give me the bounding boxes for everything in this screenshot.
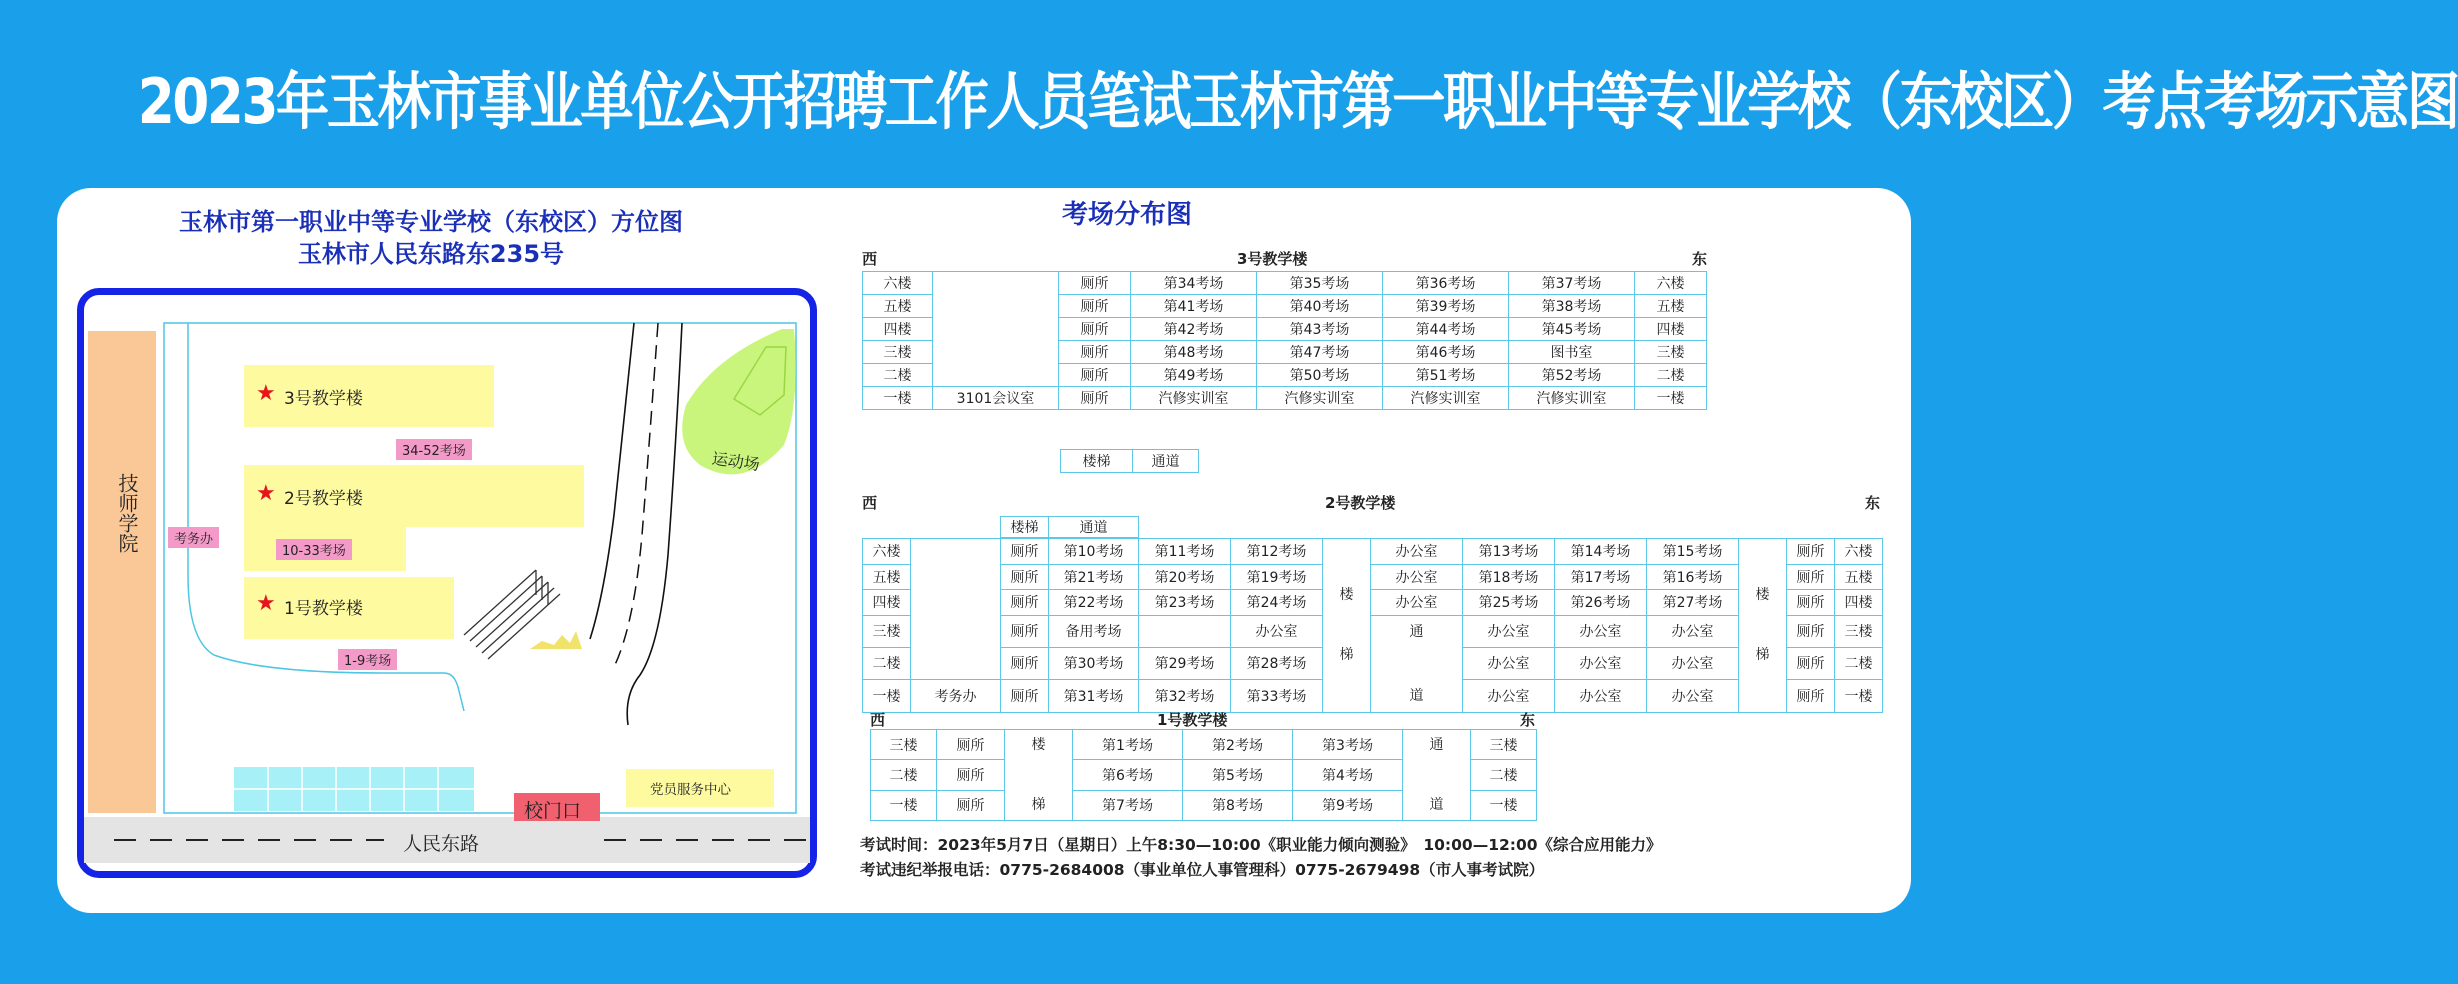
b2-cell: 办公室 [1371,539,1463,565]
playground-label: 运动场 [710,448,761,475]
b1-cell: 第4考场 [1293,760,1403,790]
b2-cell: 厕所 [1001,615,1049,647]
b1-stair-col: 楼 梯 [1005,730,1073,821]
b2-cell: 办公室 [1463,647,1555,679]
b2-cell: 二楼 [1835,647,1883,679]
b3-cell: 第36考场 [1383,272,1509,295]
b2-cell: 六楼 [1835,539,1883,565]
b2-cell: 第33考场 [1231,680,1323,712]
b2-cell: 四楼 [1835,590,1883,616]
school-gate-label: 校门口 [524,800,582,822]
building3-stairs-table [1060,449,1199,473]
b2-cell: 厕所 [1001,539,1049,565]
b3-cell: 厕所 [1059,387,1131,410]
b3-cell: 一楼 [1635,387,1707,410]
b1-cell: 第7考场 [1073,790,1183,820]
b2-cell: 六楼 [863,539,911,565]
location-map-title [117,206,745,270]
b3-cell: 第52考场 [1509,364,1635,387]
building1-table [870,729,1537,821]
b3-blank-cell [933,272,1059,387]
b3-cell: 第44考场 [1383,318,1509,341]
b1-cell: 一楼 [871,790,937,820]
b2-cell: 办公室 [1371,564,1463,590]
b3-cell: 汽修实训室 [1383,387,1509,410]
b2-cell: 三楼 [1835,615,1883,647]
b1-row [871,730,1537,760]
b3-cell: 五楼 [863,295,933,318]
b1-cell: 一楼 [1471,790,1537,820]
b1-cell: 三楼 [1471,730,1537,760]
b2-cell: 厕所 [1787,564,1835,590]
b3-cell: 第43考场 [1257,318,1383,341]
b3-cell: 六楼 [863,272,933,295]
b2-cell: 第27考场 [1647,590,1739,616]
b2-empty-cell [1139,615,1231,647]
b1-cell: 第3考场 [1293,730,1403,760]
b2-cell: 三楼 [863,615,911,647]
b3-cell: 汽修实训室 [1257,387,1383,410]
b2-cell: 一楼 [1835,680,1883,712]
b2-cell: 厕所 [1787,615,1835,647]
b3-cell: 第45考场 [1509,318,1635,341]
b2-cell: 办公室 [1555,647,1647,679]
b2-cell: 第16考场 [1647,564,1739,590]
b2-cell: 第26考场 [1555,590,1647,616]
b2-cell: 厕所 [1787,680,1835,712]
b2-row [863,564,1883,590]
building3-star-icon: ★ [256,381,276,406]
b2-cell: 办公室 [1463,680,1555,712]
party-center-label: 党员服务中心 [650,782,731,798]
b3-row [863,387,1707,410]
b3-cell: 四楼 [863,318,933,341]
b2-cell: 第25考场 [1463,590,1555,616]
b2-cell: 办公室 [1647,615,1739,647]
b2-cell: 第11考场 [1139,539,1231,565]
building1-range-tag: 1-9考场 [338,649,397,670]
building1-label: 1号教学楼 [284,599,363,619]
b2-cell: 第14考场 [1555,539,1647,565]
b3-stairs-cell: 楼梯 [1061,450,1133,473]
b1-west-label: 西 [870,711,886,729]
b2-cell: 第19考场 [1231,564,1323,590]
building2-label: 2号教学楼 [284,489,363,509]
b2-cell: 第17考场 [1555,564,1647,590]
page-title: 2023年玉林市事业单位公开招聘工作人员笔试玉林市第一职业中等专业学校（东校区）考点考场示意图 [137,65,2458,138]
b1-cell: 三楼 [871,730,937,760]
b3-cell: 第49考场 [1131,364,1257,387]
b2-cell: 第23考场 [1139,590,1231,616]
b2-cell: 办公室 [1463,615,1555,647]
b2-cell: 办公室 [1647,680,1739,712]
b1-cell: 厕所 [937,730,1005,760]
small-yellow-hill [530,631,582,649]
building2-star-icon: ★ [256,481,276,506]
b2-cell: 第15考场 [1647,539,1739,565]
b2-cell: 考务办 [911,680,1001,712]
b3-cell: 厕所 [1059,295,1131,318]
curved-road-center-line [614,323,658,667]
b3-cell: 第48考场 [1131,341,1257,364]
b2-cell: 第28考场 [1231,647,1323,679]
location-map-address: 玉林市人民东路东235号 [297,240,565,268]
b2-cell: 厕所 [1787,539,1835,565]
b2-cell: 办公室 [1647,647,1739,679]
b2-cell: 厕所 [1787,590,1835,616]
b2-stair-col-right: 楼 梯 [1739,539,1787,713]
exam-time-note: 考试时间：2023年5月7日（星期日）上午8:30—10:00《职业能力倾向测验》 10:00—12:00《综合应用能力》 [860,836,1662,854]
road-label: 人民东路 [391,829,491,856]
b3-cell: 图书室 [1509,341,1635,364]
b1-cell: 第6考场 [1073,760,1183,790]
b2-cell: 厕所 [1001,647,1049,679]
b3-cell: 汽修实训室 [1131,387,1257,410]
b2-row [863,590,1883,616]
b2-top-passage: 通道 [1049,517,1139,538]
b1-cell: 第2考场 [1183,730,1293,760]
b3-west-label: 西 [862,250,878,268]
b3-cell: 厕所 [1059,272,1131,295]
building3-label: 3号教学楼 [284,389,363,409]
b1-cell: 厕所 [937,760,1005,790]
b2-blank-cell [911,539,1001,680]
b1-cell: 二楼 [871,760,937,790]
location-map-heading: 玉林市第一职业中等专业学校（东校区）方位图 [179,208,683,236]
b3-cell: 四楼 [1635,318,1707,341]
building3-range-tag: 34-52考场 [396,439,472,460]
building2-table [862,538,1883,713]
b3-cell: 第38考场 [1509,295,1635,318]
b2-cell: 第31考场 [1049,680,1139,712]
b1-cell: 第8考场 [1183,790,1293,820]
b2-cell: 第12考场 [1231,539,1323,565]
b2-cell: 办公室 [1371,590,1463,616]
building2-top-table [1000,516,1139,538]
b2-row [863,615,1883,647]
b2-west-label: 西 [862,494,878,512]
location-map [77,288,817,878]
exam-office-tag: 考务办 [168,527,219,548]
seat-map-title: 考场分布图 [1061,200,1192,230]
b2-passage-col: 通 道 [1371,615,1463,712]
b3-cell: 第47考场 [1257,341,1383,364]
technician-college-label: 技师学院 [115,473,139,553]
report-phone-note: 考试违纪举报电话：0775-2684008（事业单位人事管理科）0775-2679498（市人事考试院） [860,861,1545,879]
b3-cell: 汽修实训室 [1509,387,1635,410]
curved-road-left-edge [590,323,634,639]
b3-passage-cell: 通道 [1133,450,1199,473]
b2-cell: 厕所 [1001,680,1049,712]
b2-cell: 第21考场 [1049,564,1139,590]
b3-cell: 第50考场 [1257,364,1383,387]
b1-name: 1号教学楼 [1157,711,1228,729]
b2-cell: 第32考场 [1139,680,1231,712]
b2-cell: 第22考场 [1049,590,1139,616]
building1-star-icon: ★ [256,591,276,616]
b3-cell: 第40考场 [1257,295,1383,318]
b3-cell: 第42考场 [1131,318,1257,341]
b3-row [863,272,1707,295]
b2-cell: 厕所 [1001,564,1049,590]
b3-east-label: 东 [1692,250,1708,268]
b2-cell: 五楼 [1835,564,1883,590]
b3-cell: 六楼 [1635,272,1707,295]
b1-cell: 二楼 [1471,760,1537,790]
b3-cell: 第46考场 [1383,341,1509,364]
b2-stair-col: 楼 梯 [1323,539,1371,713]
b2-cell: 第30考场 [1049,647,1139,679]
b3-cell: 一楼 [863,387,933,410]
b2-cell: 第10考场 [1049,539,1139,565]
b3-cell: 二楼 [863,364,933,387]
b3-cell: 第41考场 [1131,295,1257,318]
b2-cell: 办公室 [1231,615,1323,647]
b2-cell: 备用考场 [1049,615,1139,647]
b3-cell: 3101会议室 [933,387,1059,410]
b2-cell: 第20考场 [1139,564,1231,590]
b2-cell: 二楼 [863,647,911,679]
b2-cell: 一楼 [863,680,911,712]
b2-top-stairs: 楼梯 [1001,517,1049,538]
b2-cell: 第18考场 [1463,564,1555,590]
b3-cell: 二楼 [1635,364,1707,387]
b2-cell: 第29考场 [1139,647,1231,679]
b2-cell: 四楼 [863,590,911,616]
b2-cell: 厕所 [1787,647,1835,679]
building2-range-tag: 10-33考场 [276,539,352,560]
b2-cell: 五楼 [863,564,911,590]
b1-cell: 第9考场 [1293,790,1403,820]
b1-passage-col: 通 道 [1403,730,1471,821]
content-panel [57,188,1911,913]
b2-row [863,539,1883,565]
b2-cell: 办公室 [1555,615,1647,647]
b2-name: 2号教学楼 [1325,494,1396,512]
b3-cell: 第34考场 [1131,272,1257,295]
b3-cell: 五楼 [1635,295,1707,318]
b3-name: 3号教学楼 [1237,250,1308,268]
building3-table [862,271,1707,410]
b1-cell: 第5考场 [1183,760,1293,790]
parking-lines-vertical [536,570,548,605]
b1-cell: 厕所 [937,790,1005,820]
b2-east-label: 东 [1865,494,1881,512]
b3-cell: 厕所 [1059,341,1131,364]
b3-cell: 第37考场 [1509,272,1635,295]
b3-cell: 第51考场 [1383,364,1509,387]
b3-cell: 三楼 [1635,341,1707,364]
b1-cell: 第1考场 [1073,730,1183,760]
b2-cell: 厕所 [1001,590,1049,616]
b2-cell: 办公室 [1555,680,1647,712]
b3-cell: 第39考场 [1383,295,1509,318]
b2-cell: 第24考场 [1231,590,1323,616]
b3-cell: 厕所 [1059,364,1131,387]
curved-road-right-edge [627,323,682,725]
b2-cell: 第13考场 [1463,539,1555,565]
b3-cell: 厕所 [1059,318,1131,341]
b1-east-label: 东 [1520,711,1536,729]
b3-cell: 第35考场 [1257,272,1383,295]
b3-cell: 三楼 [863,341,933,364]
parking-grid [234,767,474,811]
building3-block [244,365,494,427]
